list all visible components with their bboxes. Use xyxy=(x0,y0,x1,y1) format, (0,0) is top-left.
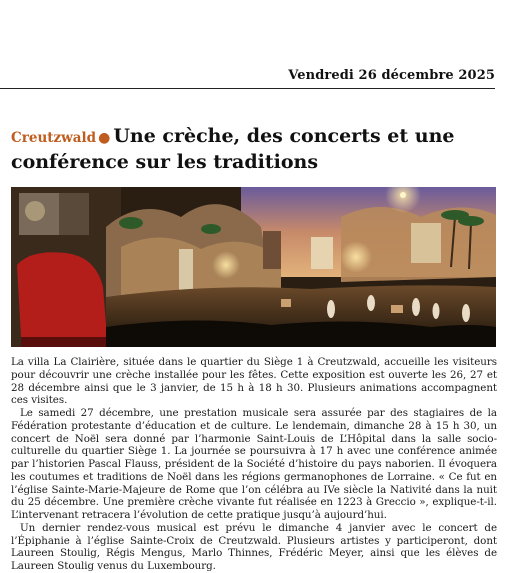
article-title: Une crèche, des concerts et une conférence sur les traditions xyxy=(11,125,455,173)
article-paragraph: Un dernier rendez-vous musical est prévu le dimanche 4 janvier avec le concert de l’Épiphanie à l’église Sainte-Croix de Creutzwald. Plusieurs artistes y participeront, dont Laureen Stoulig, Régis Mengus, Marlo Thinnes, Frédéric Meyer, ainsi que les élèves de Laureen Stoulig venus du Luxembourg. xyxy=(11,521,497,572)
kicker-bullet: ● xyxy=(98,130,111,146)
article-headline xyxy=(11,124,496,174)
article-photo xyxy=(11,187,496,347)
header-rule xyxy=(0,88,495,89)
article-kicker: Creutzwald xyxy=(11,130,97,146)
publication-date: Vendredi 26 décembre 2025 xyxy=(288,68,495,83)
article-paragraph: Le samedi 27 décembre, une prestation musicale sera assurée par des stagiaires de la Fédération protestante d’éducation et de culture. Le lendemain, dimanche 28 à 15 h 30, un concert de Noël sera donné par l’harmonie Saint-Louis de L’Hôpital dans la salle socio-culturelle du quartier Siège 1. La journée se poursuivra à 17 h avec une conférence animée par l’historien Pascal Flauss, président de la Société d’histoire du pays naborien. Il évoquera les coutumes et traditions de Noël dans les régions germanophones de Lorraine. « Ce fut en l’église Sainte-Marie-Majeure de Rome que l’on célébra au IVe siècle la Nativité dans la nuit du 25 décembre. Une première crèche vivante fut réalisée en 1223 à Greccio », explique-t-il. L’intervenant retracera l’évolution de cette pratique jusqu’à aujourd’hui. xyxy=(11,407,497,521)
article-body xyxy=(11,356,497,573)
article-paragraph: La villa La Clairière, située dans le quartier du Siège 1 à Creutzwald, accueille les visiteurs pour découvrir une crèche installée pour les fêtes. Cette exposition est ouverte les 26, 27 et 28 décembre ainsi que le 3 janvier, de 15 h à 18 h 30. Plusieurs animations accompagnent ces visites. xyxy=(11,356,497,407)
